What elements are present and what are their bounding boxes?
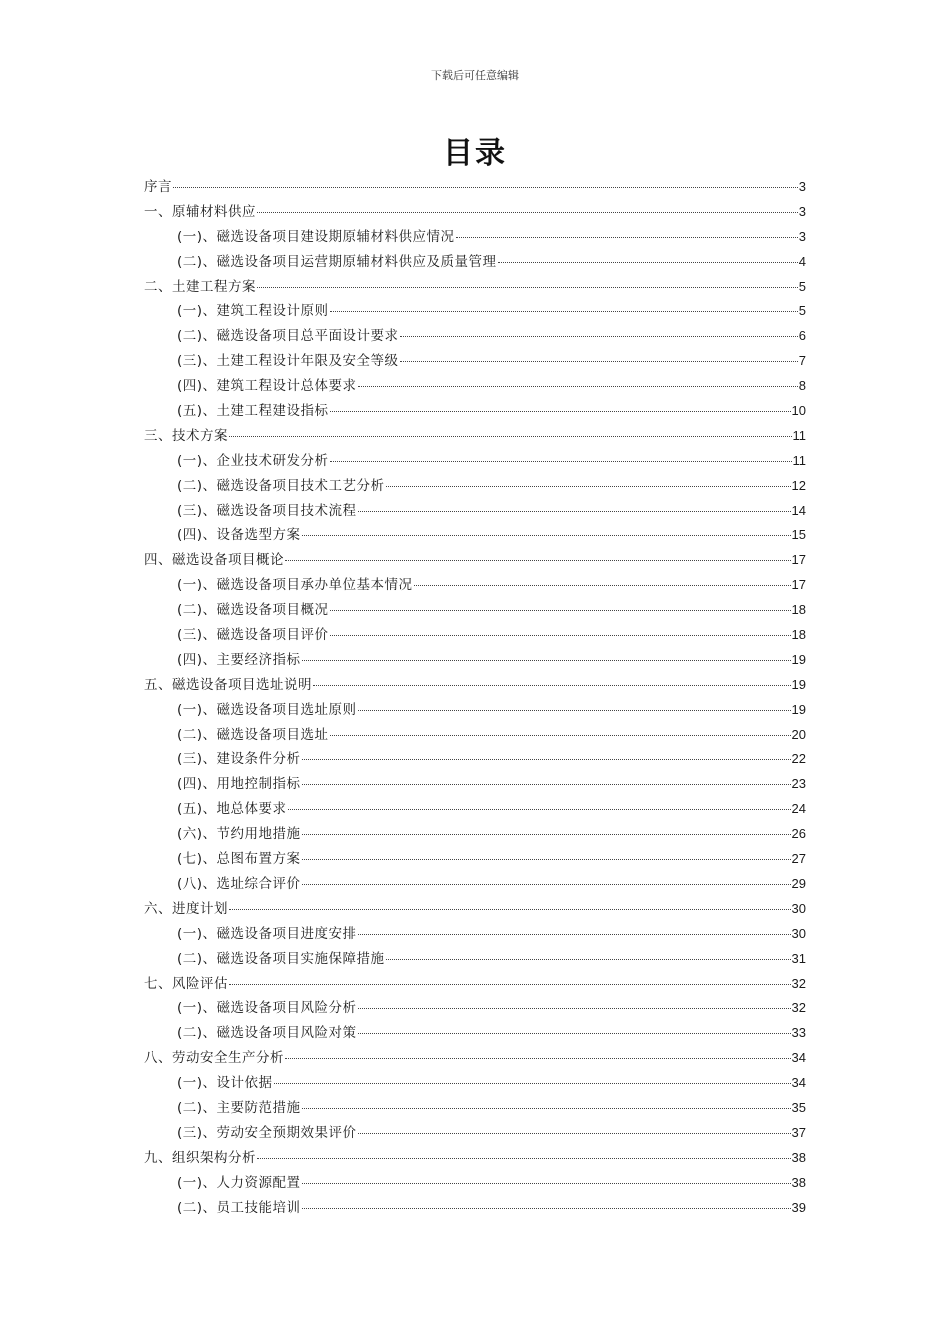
toc-dot-leader [358, 501, 791, 512]
toc-subentry[interactable] [144, 523, 806, 548]
toc-entry[interactable] [144, 1146, 806, 1171]
toc-page-number: 20 [791, 726, 806, 742]
toc-dot-leader [400, 351, 798, 362]
toc-title: 目录 [443, 136, 507, 171]
toc-page-number: 18 [791, 627, 806, 643]
toc-subentry[interactable] [144, 598, 806, 623]
toc-page-number: 11 [792, 427, 806, 443]
toc-entry[interactable] [144, 972, 806, 997]
toc-dot-leader [330, 600, 791, 611]
toc-dot-leader [302, 824, 791, 835]
toc-entry-label: (二)、磁选设备项目概况 [177, 602, 329, 619]
toc-subentry[interactable] [144, 872, 806, 897]
toc-entry-label: (一)、企业技术研发分析 [177, 452, 329, 469]
toc-page-number: 8 [798, 378, 806, 394]
toc-page-number: 6 [798, 328, 806, 344]
toc-page-number: 4 [798, 253, 806, 269]
toc-dot-leader [498, 252, 798, 263]
toc-page-number: 17 [791, 552, 806, 568]
toc-page-number: 31 [791, 950, 806, 966]
toc-dot-leader [358, 1023, 791, 1034]
toc-page-number: 32 [791, 975, 806, 991]
toc-dot-leader [313, 675, 791, 686]
toc-page-number: 19 [791, 651, 806, 667]
table-of-contents [144, 175, 806, 1220]
toc-page-number: 10 [791, 403, 806, 419]
toc-entry-label: 二、土建工程方案 [144, 278, 256, 295]
toc-subentry[interactable] [144, 1196, 806, 1221]
toc-entry-label: (一)、磁选设备项目承办单位基本情况 [177, 577, 413, 594]
toc-dot-leader [285, 550, 791, 561]
toc-entry-label: (四)、用地控制指标 [177, 776, 301, 793]
toc-subentry[interactable] [144, 822, 806, 847]
toc-subentry[interactable] [144, 225, 806, 250]
toc-dot-leader [302, 849, 791, 860]
toc-dot-leader [302, 1173, 791, 1184]
toc-dot-leader [274, 1073, 791, 1084]
toc-entry-label: 五、磁选设备项目选址说明 [144, 676, 312, 693]
toc-dot-leader [302, 1098, 791, 1109]
toc-dot-leader [330, 401, 791, 412]
toc-subentry[interactable] [144, 1096, 806, 1121]
toc-entry-label: (一)、建筑工程设计原则 [177, 303, 329, 320]
toc-entry-label: (三)、建设条件分析 [177, 751, 301, 768]
toc-entry-label: 一、原辅材料供应 [144, 203, 256, 220]
toc-page-number: 38 [791, 1149, 806, 1165]
toc-dot-leader [330, 625, 791, 636]
toc-page-number: 15 [791, 527, 806, 543]
toc-entry-label: (四)、设备选型方案 [177, 527, 301, 544]
toc-entry-label: 八、劳动安全生产分析 [144, 1050, 284, 1067]
toc-entry-label: (二)、磁选设备项目选址 [177, 726, 329, 743]
toc-entry-label: (二)、磁选设备项目总平面设计要求 [177, 328, 399, 345]
toc-subentry[interactable] [144, 947, 806, 972]
toc-dot-leader [173, 177, 798, 188]
toc-dot-leader [302, 525, 791, 536]
toc-subentry[interactable] [144, 922, 806, 947]
toc-entry-label: 序言 [144, 179, 172, 195]
toc-subentry[interactable] [144, 723, 806, 748]
toc-page-number: 27 [791, 851, 806, 867]
toc-dot-leader [302, 650, 791, 661]
toc-entry-label: (七)、总图布置方案 [177, 851, 301, 868]
toc-page-number: 34 [791, 1075, 806, 1091]
toc-page-number: 14 [791, 502, 806, 518]
toc-dot-leader [288, 799, 791, 810]
toc-dot-leader [358, 700, 791, 711]
toc-page-number: 32 [791, 1000, 806, 1016]
toc-dot-leader [358, 1123, 791, 1134]
toc-page-number: 30 [791, 925, 806, 941]
toc-entry-label: (四)、主要经济指标 [177, 651, 301, 668]
toc-entry[interactable] [144, 200, 806, 225]
toc-dot-leader [302, 1198, 791, 1209]
toc-entry-label: (八)、选址综合评价 [177, 875, 301, 892]
toc-page-number: 11 [792, 452, 806, 468]
toc-page-number: 38 [791, 1174, 806, 1190]
toc-page-number: 19 [791, 676, 806, 692]
toc-page-number: 3 [798, 179, 806, 194]
toc-entry-label: (二)、磁选设备项目风险对策 [177, 1025, 357, 1042]
toc-entry-label: (五)、土建工程建设指标 [177, 403, 329, 420]
toc-subentry[interactable] [144, 747, 806, 772]
toc-subentry[interactable] [144, 399, 806, 424]
toc-entry-label: (一)、人力资源配置 [177, 1174, 301, 1191]
toc-entry-label: (六)、节约用地措施 [177, 826, 301, 843]
toc-subentry[interactable] [144, 623, 806, 648]
toc-page-number: 18 [791, 602, 806, 618]
toc-page-number: 23 [791, 776, 806, 792]
toc-subentry[interactable] [144, 349, 806, 374]
toc-dot-leader [302, 749, 791, 760]
toc-entry-label: (三)、磁选设备项目技术流程 [177, 502, 357, 519]
toc-entry-label: (二)、磁选设备项目实施保障措施 [177, 950, 385, 967]
toc-page-number: 22 [791, 751, 806, 767]
toc-subentry[interactable] [144, 324, 806, 349]
toc-entry-label: (一)、磁选设备项目选址原则 [177, 701, 357, 718]
toc-entry-label: (一)、磁选设备项目建设期原辅材料供应情况 [177, 228, 455, 245]
toc-entry-label: 九、组织架构分析 [144, 1149, 256, 1166]
toc-page-number: 12 [791, 477, 806, 493]
toc-entry-label: (一)、磁选设备项目进度安排 [177, 925, 357, 942]
toc-entry[interactable] [144, 175, 806, 200]
toc-entry-label: (五)、地总体要求 [177, 801, 287, 818]
toc-page-number: 3 [798, 228, 806, 244]
toc-dot-leader [229, 899, 791, 910]
toc-page-number: 34 [791, 1050, 806, 1066]
toc-dot-leader [456, 227, 798, 238]
toc-subentry[interactable] [144, 250, 806, 275]
toc-page-number: 35 [791, 1099, 806, 1115]
toc-subentry[interactable] [144, 1171, 806, 1196]
toc-entry[interactable] [144, 1046, 806, 1071]
toc-entry-label: (一)、设计依据 [177, 1075, 273, 1092]
toc-page-number: 30 [791, 900, 806, 916]
toc-entry-label: (三)、劳动安全预期效果评价 [177, 1124, 357, 1141]
toc-entry-label: (四)、建筑工程设计总体要求 [177, 378, 357, 395]
toc-dot-leader [386, 949, 791, 960]
toc-entry-label: 七、风险评估 [144, 975, 228, 992]
toc-page-number: 3 [798, 203, 806, 219]
toc-subentry[interactable] [144, 648, 806, 673]
toc-subentry[interactable] [144, 573, 806, 598]
toc-dot-leader [414, 575, 791, 586]
toc-dot-leader [386, 476, 791, 487]
toc-dot-leader [229, 426, 792, 437]
toc-entry-label: (二)、磁选设备项目运营期原辅材料供应及质量管理 [177, 253, 497, 270]
toc-subentry[interactable] [144, 299, 806, 324]
toc-dot-leader [358, 924, 791, 935]
toc-dot-leader [229, 974, 791, 985]
toc-entry-label: (二)、主要防范措施 [177, 1099, 301, 1116]
toc-dot-leader [257, 202, 798, 213]
toc-entry[interactable] [144, 424, 806, 449]
toc-dot-leader [330, 301, 798, 312]
toc-dot-leader [302, 774, 791, 785]
toc-subentry[interactable] [144, 1021, 806, 1046]
toc-dot-leader [358, 376, 798, 387]
toc-entry-label: (三)、土建工程设计年限及安全等级 [177, 353, 399, 370]
toc-subentry[interactable] [144, 1071, 806, 1096]
toc-subentry[interactable] [144, 772, 806, 797]
toc-dot-leader [257, 277, 798, 288]
toc-subentry[interactable] [144, 847, 806, 872]
toc-page-number: 24 [791, 801, 806, 817]
toc-dot-leader [285, 1048, 791, 1059]
toc-entry[interactable] [144, 275, 806, 300]
toc-dot-leader [257, 1148, 791, 1159]
toc-dot-leader [400, 326, 798, 337]
toc-page-number: 7 [798, 353, 806, 369]
toc-page-number: 26 [791, 826, 806, 842]
toc-subentry[interactable] [144, 374, 806, 399]
toc-entry-label: 六、进度计划 [144, 900, 228, 917]
toc-entry[interactable] [144, 897, 806, 922]
toc-dot-leader [330, 451, 792, 462]
toc-entry[interactable] [144, 548, 806, 573]
toc-dot-leader [302, 874, 791, 885]
toc-dot-leader [330, 725, 791, 736]
toc-subentry[interactable] [144, 1121, 806, 1146]
toc-page-number: 39 [791, 1199, 806, 1215]
toc-subentry[interactable] [144, 474, 806, 499]
toc-entry[interactable] [144, 673, 806, 698]
toc-subentry[interactable] [144, 996, 806, 1021]
toc-entry-label: 三、技术方案 [144, 427, 228, 444]
toc-subentry[interactable] [144, 698, 806, 723]
toc-page-number: 33 [791, 1025, 806, 1041]
toc-page-number: 29 [791, 875, 806, 891]
toc-page-number: 5 [798, 303, 806, 319]
toc-page-number: 5 [798, 278, 806, 294]
toc-subentry[interactable] [144, 499, 806, 524]
toc-page-number: 19 [791, 701, 806, 717]
toc-subentry[interactable] [144, 797, 806, 822]
toc-entry-label: (二)、磁选设备项目技术工艺分析 [177, 477, 385, 494]
toc-page-number: 37 [791, 1124, 806, 1140]
toc-entry-label: 四、磁选设备项目概论 [144, 552, 284, 569]
toc-page-number: 17 [791, 577, 806, 593]
toc-entry-label: (一)、磁选设备项目风险分析 [177, 1000, 357, 1017]
header-note: 下载后可任意编辑 [431, 69, 519, 82]
toc-subentry[interactable] [144, 449, 806, 474]
toc-dot-leader [358, 998, 791, 1009]
toc-entry-label: (二)、员工技能培训 [177, 1199, 301, 1216]
toc-entry-label: (三)、磁选设备项目评价 [177, 627, 329, 644]
